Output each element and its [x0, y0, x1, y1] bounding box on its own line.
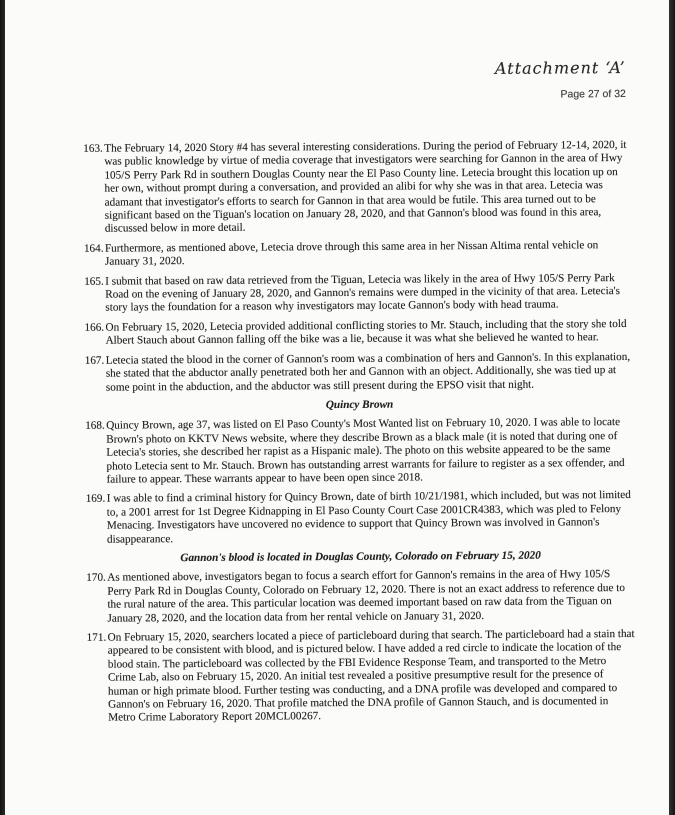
paragraph-text: I was able to find a criminal history for Quincy Brown, date of birth 10/21/1981, which included, but was not limited to, a 2001 arrest for 1st Degree Kidnapping in El Paso County Court Case 2001CR4383, which was pled to Felony Menacing. Investigators have uncovered no evidence to support that Quincy Brown was involved in Gannon's disappearance.: [106, 489, 631, 546]
paragraph-171: [87, 628, 637, 726]
paragraph-number: 166.: [84, 321, 105, 334]
paragraph-text: Furthermore, as mentioned above, Letecia drove through this same area in her Nissan Altima rental vehicle on January 31, 2020.: [104, 239, 599, 268]
paragraph-number: 169.: [85, 492, 106, 506]
paragraph-165: [84, 272, 633, 316]
paragraph-text: As mentioned above, investigators began to focus a search effort for Gannon's remains in the area of Hwy 105/S Perry Park Rd in Douglas County, Colorado on February 12, 2020. There is not an exact address to reference due to the rural nature of the area. This particular location was deemed important based on raw data from the Tiguan on January 28, 2020, and the location data from her rental vehicle on January 31, 2020.: [107, 568, 625, 625]
scan-edge-right: [669, 0, 675, 815]
attachment-label: Attachment ‘A’: [494, 57, 626, 78]
paragraph-text: On February 15, 2020, searchers located a piece of particleboard during that search. The particleboard had a stain that appeared to be consistent with blood, and is pictured below. I have added a red circle to indicate the location of the blood stain. The particleboard was collected by the FBI Evidence Response Team, and transported to the Metro Crime Lab, also on February 15, 2020. An initial test revealed a positive presumptive result for the presence of human or high primate blood. Further testing was conducting, and a DNA profile was developed and compared to Gannon's on February 16, 2020. That profile matched the DNA profile of Gannon Stauch, and is documented in Metro Crime Laboratory Report 20MCL00267.: [107, 627, 635, 725]
paragraph-number: 171.: [86, 631, 107, 644]
page-number: Page 27 of 32: [560, 87, 626, 101]
paragraph-text: Letecia stated the blood in the corner of Gannon's room was a combination of hers and Gannon's. In this explanation, she stated that the abductor anally penetrated both her and Gannon with an object. Additionally, she was tied up at some point in the abduction, and the abductor was still present during the EPSO visit that night.: [105, 350, 631, 394]
paragraph-167: [85, 351, 634, 395]
paragraph-169: [86, 489, 635, 546]
paragraph-number: 163.: [83, 142, 103, 155]
paragraph-text: On February 15, 2020, Letecia provided additional conflicting stories to Mr. Stauch, including that the story she told Albert Stauch about Gannon falling off the bike was a lie, because it was what she believed he wanted to hear.: [105, 317, 627, 347]
paragraph-number: 165.: [84, 275, 104, 288]
paragraph-number: 168.: [85, 419, 105, 433]
paragraph-text: I submit that based on raw data retrieved from the Tiguan, Letecia was likely in the area of Hwy 105/S Perry Park Road on the evening of January 28, 2020, and Gannon's remains were dumped in the vicinity of that area. Letecia's story lays the foundation for a reason why investigators may locate Gannon's body with head trauma.: [105, 271, 621, 315]
paragraph-text: Quincy Brown, age 37, was listed on El Paso County's Most Wanted list on February 10, 2020. I was able to locate Brown's photo on KKTV News website, where they describe Brown as a black male (it is noted that during one of Letecia's stories, she described her rapist as a Hispanic male). The photo on this website appeared to be the same photo Letecia sent to Mr. Stauch. Brown has outstanding arrest warrants for failure to register as a sex offender, and failure to appear. These warrants appear to have been open since 2018.: [106, 416, 625, 486]
document-body: [83, 139, 636, 726]
paragraph-170: [86, 568, 635, 625]
paragraph-168: [85, 416, 634, 487]
paragraph-number: 167.: [84, 354, 105, 367]
paragraph-number: 170.: [86, 572, 106, 585]
paragraph-number: 164.: [83, 242, 104, 255]
paragraph-text: The February 14, 2020 Story #4 has several interesting considerations. During the period of February 12-14, 2020, it was public knowledge by virtue of media coverage that investigators were searching for Gannon in the area of Hwy 105/S Perry Park Rd in southern Douglas County near the El Paso County line. Letecia brought this location up on her own, without prompt during a conversation, and provided an alibi for why she was in that area. Letecia was adamant that investigator's efforts to search for Gannon in that area would be futile. This area turned out to be significant based on the Tiguan's location on January 28, 2020, and that Gannon's blood was found in this area, discussed below in more detail.: [104, 138, 627, 236]
section-heading-quincy-brown: Quincy Brown: [325, 398, 394, 412]
paragraph-163: [83, 139, 633, 237]
scan-edge-left: [0, 0, 5, 815]
document-header: [0, 58, 626, 104]
section-heading-gannons-blood: Gannon's blood is located in Douglas County, Colorado on February 15, 2020: [180, 549, 541, 565]
paragraph-166: [84, 318, 633, 349]
paragraph-164: [84, 239, 633, 270]
